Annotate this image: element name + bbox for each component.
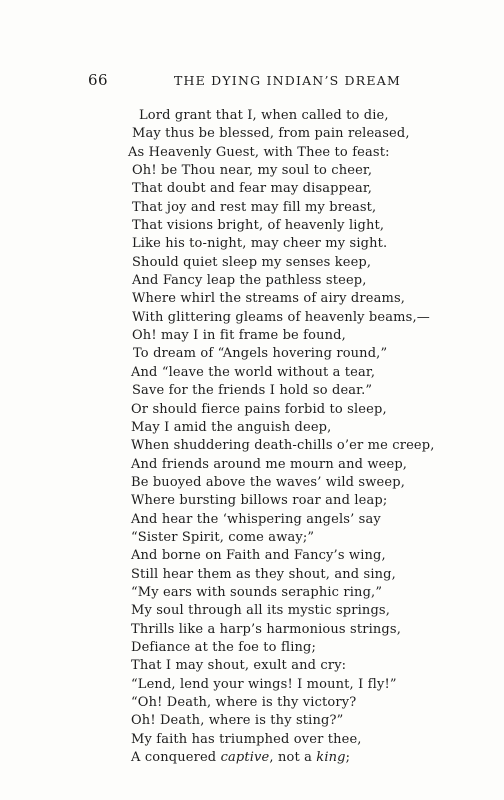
poem-line: That visions bright, of heavenly light, (132, 218, 385, 234)
poem-line: My soul through all its mystic springs, (131, 603, 391, 619)
line-text-middle: , not a (269, 750, 317, 766)
poem-line: To dream of “Angels hovering round,” (133, 346, 388, 362)
poem-line: With glittering gleams of heavenly beams,— (132, 309, 430, 325)
poem-line: Defiance at the foe to fling; (131, 639, 317, 655)
poem-line: And borne on Faith and Fancy’s wing, (131, 548, 386, 564)
poem-line: That doubt and fear may disappear, (132, 181, 373, 197)
poem-line: “Sister Spirit, come away;” (131, 529, 315, 545)
poem-line: Thrills like a harp’s harmonious strings, (131, 621, 401, 637)
poem-line: Be buoyed above the waves’ wild sweep, (131, 474, 405, 490)
poem-line: Like his to-night, may cheer my sight. (132, 236, 388, 252)
poem-line: That joy and rest may fill my breast, (132, 199, 377, 215)
poem-line: Oh! may I in fit frame be found, (132, 328, 346, 344)
poem-line-last (0, 749, 504, 767)
page-number: 66 (88, 71, 109, 89)
poem-line: When shuddering death-chills o’er me creep, (131, 438, 435, 454)
poem-text (0, 107, 504, 767)
poem-line: Where bursting billows roar and leap; (131, 493, 388, 509)
poem-line: May thus be blessed, from pain released, (132, 126, 410, 142)
line-text-after: ; (345, 750, 351, 766)
poem-line: As Heavenly Guest, with Thee to feast: (128, 144, 390, 160)
poem-line: And friends around me mourn and weep, (131, 456, 408, 472)
line-text-before: A conquered (131, 750, 221, 766)
running-head: THE DYING INDIAN’S DREAM (174, 73, 401, 88)
poem-line: Oh! Death, where is thy sting?” (131, 713, 344, 729)
italic-word-captive: captive (220, 750, 270, 766)
poem-line: “My ears with sounds seraphic ring,” (131, 584, 383, 600)
poem-line: And hear the ‘whispering angels’ say (131, 511, 381, 527)
poem-line: Oh! be Thou near, my soul to cheer, (132, 163, 373, 179)
poem-line: Should quiet sleep my senses keep, (132, 254, 372, 270)
poem-line: And Fancy leap the pathless steep, (132, 273, 367, 289)
italic-word-king: king (316, 750, 346, 766)
poem-line: Still hear them as they shout, and sing, (131, 566, 396, 582)
poem-line: My faith has triumphed over thee, (131, 731, 362, 747)
poem-line: Where whirl the streams of airy dreams, (132, 291, 406, 307)
poem-line: “Lend, lend your wings! I mount, I fly!” (131, 676, 397, 692)
poem-line: Lord grant that I, when called to die, (139, 108, 389, 123)
poem-line: Save for the friends I hold so dear.” (132, 383, 373, 399)
poem-line: “Oh! Death, where is thy victory? (131, 695, 357, 710)
poem-line: Or should fierce pains forbid to sleep, (131, 401, 387, 417)
poem-line: And “leave the world without a tear, (131, 364, 376, 380)
poem-line: May I amid the anguish deep, (131, 419, 332, 435)
poem-line: That I may shout, exult and cry: (131, 658, 347, 674)
